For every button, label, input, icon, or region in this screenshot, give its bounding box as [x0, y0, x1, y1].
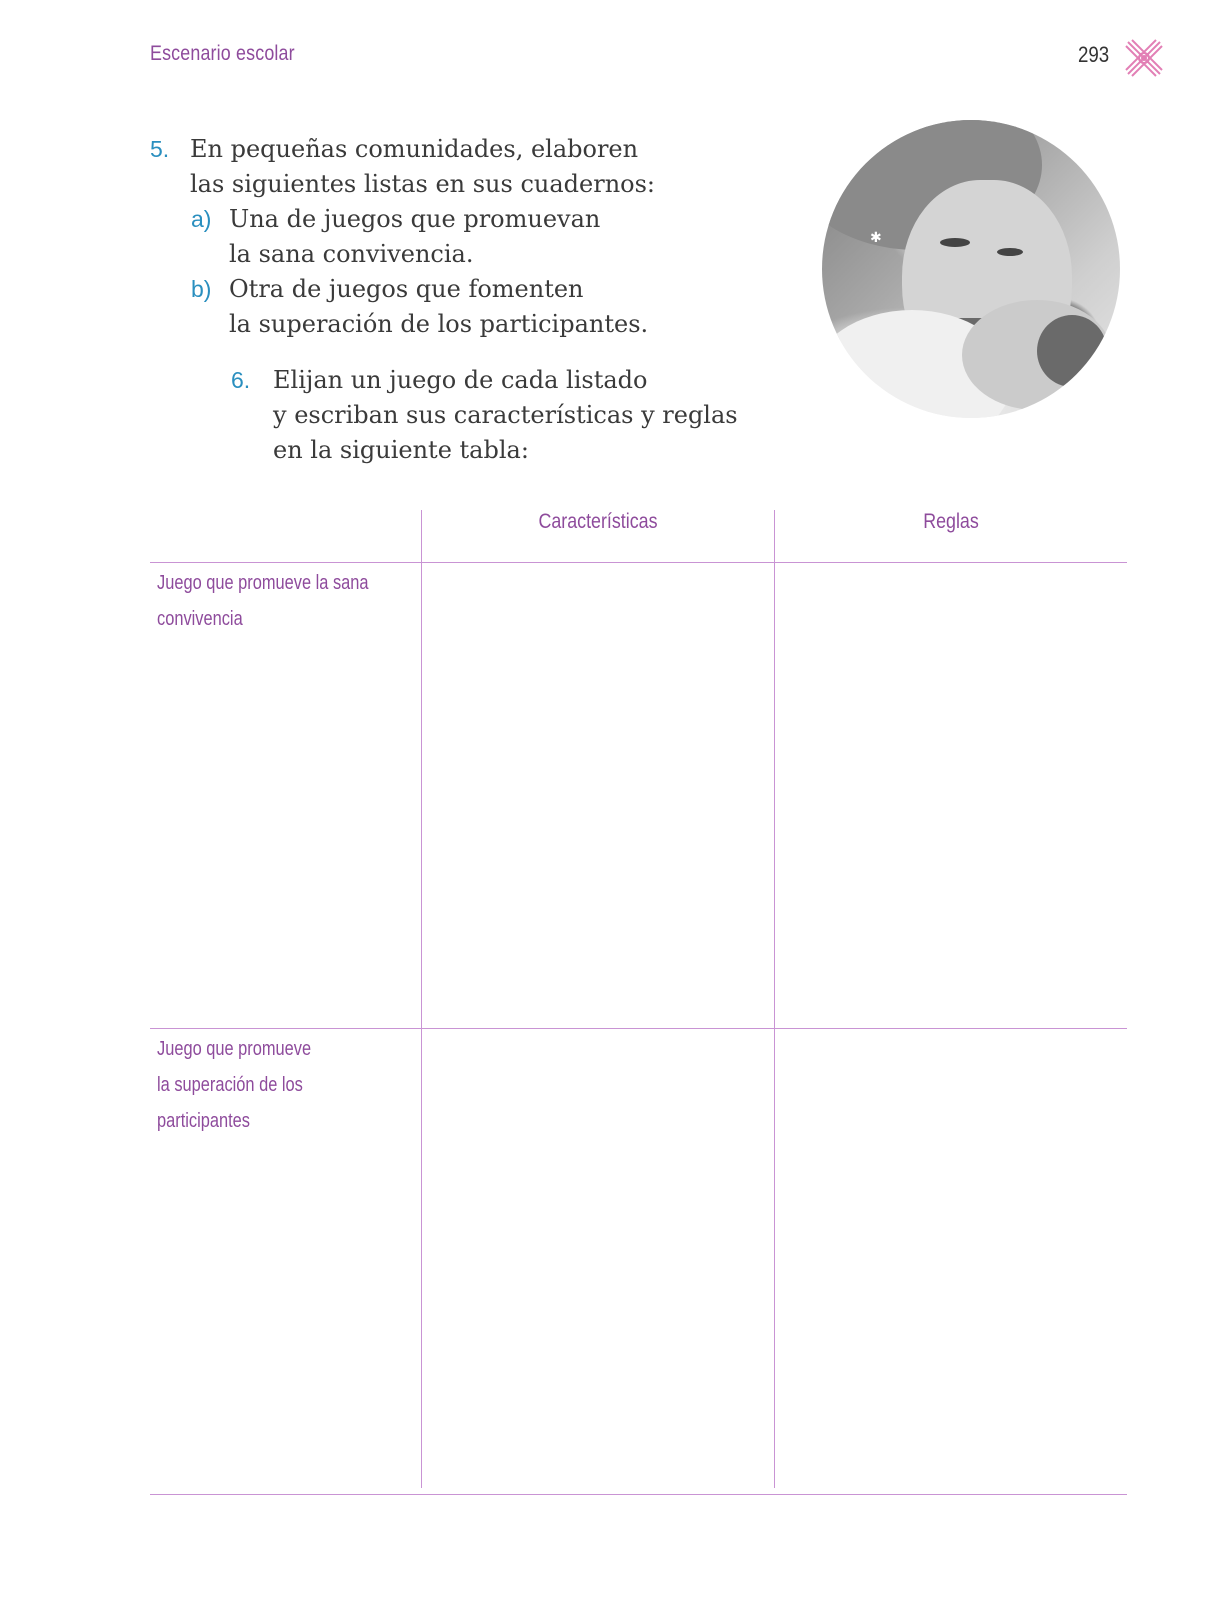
table-cell-caracteristicas-1[interactable] [422, 563, 774, 1028]
column-header-reglas: Reglas [923, 510, 979, 533]
item-text-line: la sana convivencia. [229, 240, 474, 268]
girl-with-ball-photo: ✱ [822, 120, 1120, 418]
item-letter: a) [191, 206, 212, 232]
question-6 [150, 363, 738, 468]
question-text-line: Elijan un juego de cada listado [273, 366, 648, 394]
row-header-sana-convivencia: Juego que promueve la sana convivencia [157, 572, 369, 630]
question-text-line: las siguientes listas en sus cuadernos: [190, 170, 655, 198]
section-title: Escenario escolar [150, 42, 295, 65]
question-text-line: y escriban sus características y reglas [273, 401, 738, 429]
item-letter: b) [191, 276, 212, 302]
table-cell-reglas-2[interactable] [775, 1029, 1127, 1494]
page-number: 293 [1078, 42, 1110, 67]
item-a [150, 202, 738, 272]
table-cell-caracteristicas-2[interactable] [422, 1029, 774, 1494]
item-b [150, 272, 738, 342]
instructions [150, 132, 738, 468]
question-number: 6. [231, 367, 251, 393]
item-text-line: Otra de juegos que fomenten [229, 275, 584, 303]
question-text-line: En pequeñas comunidades, elaboren [190, 135, 639, 163]
item-text-line: Una de juegos que promuevan [229, 205, 601, 233]
row-header-superacion: Juego que promueve la superación de los participantes [157, 1038, 312, 1132]
question-number: 5. [150, 136, 170, 162]
item-text-line: la superación de los participantes. [229, 310, 649, 338]
column-header-caracteristicas: Características [538, 510, 658, 533]
table-cell-reglas-1[interactable] [775, 563, 1127, 1028]
pink-cross-knot-icon [1124, 38, 1164, 78]
question-5 [150, 132, 738, 202]
table-divider [150, 1494, 1127, 1495]
question-text-line: en la siguiente tabla: [273, 436, 529, 464]
